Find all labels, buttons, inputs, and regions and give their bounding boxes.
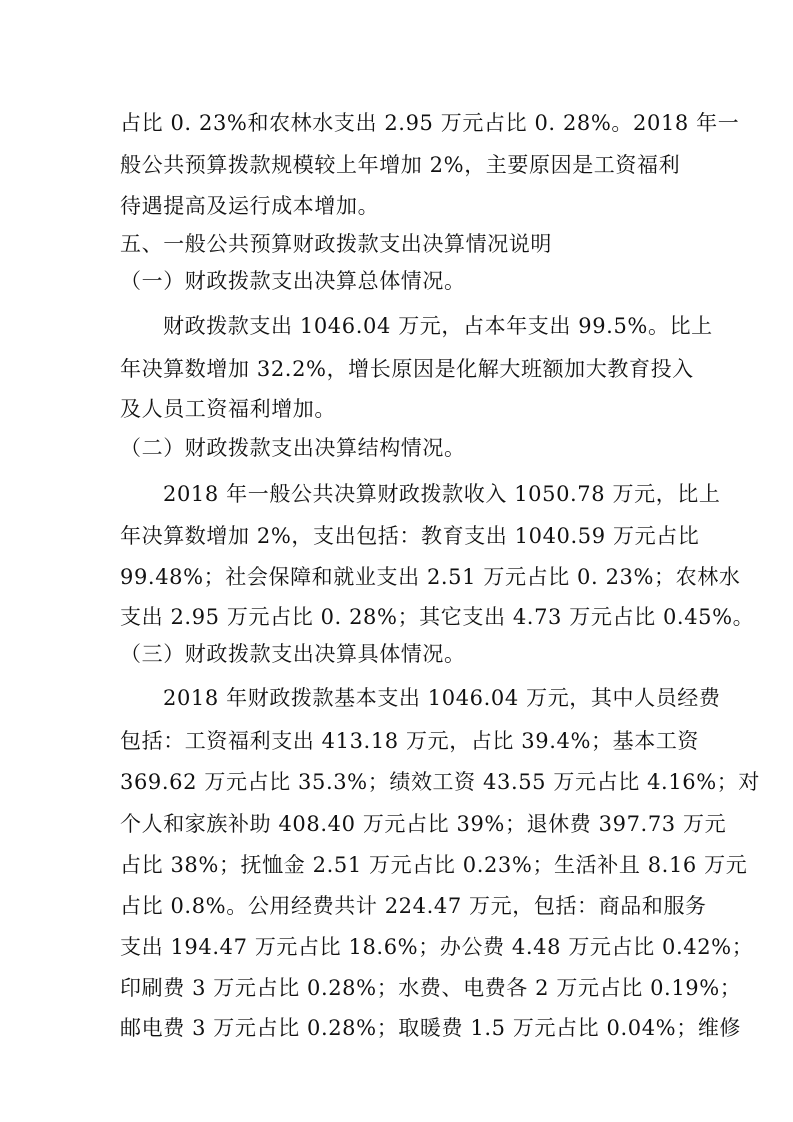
text-line: 占比 0.8%。公用经费共计 224.47 万元，包括：商品和服务 bbox=[120, 894, 707, 918]
text-line: 及人员工资福利增加。 bbox=[120, 397, 336, 421]
text-line: 支出 194.47 万元占比 18.6%；办公费 4.48 万元占比 0.42%； bbox=[120, 935, 754, 959]
text-line: 99.48%；社会保障和就业支出 2.51 万元占比 0. 23%；农林水 bbox=[120, 565, 741, 589]
text-line: 占比 38%；抚恤金 2.51 万元占比 0.23%；生活补且 8.16 万元 bbox=[120, 853, 748, 877]
text-line: 邮电费 3 万元占比 0.28%；取暖费 1.5 万元占比 0.04%；维修 bbox=[120, 1016, 742, 1040]
text-line: 般公共预算拨款规模较上年增加 2%，主要原因是工资福利 bbox=[120, 153, 681, 177]
text-line: 待遇提高及运行成本增加。 bbox=[120, 194, 380, 218]
text-line: 369.62 万元占比 35.3%；绩效工资 43.55 万元占比 4.16%；对 bbox=[120, 770, 760, 794]
section-heading: 五、一般公共预算财政拨款支出决算情况说明 bbox=[120, 232, 552, 256]
subsection-heading: （三）财政拨款支出决算具体情况。 bbox=[120, 642, 466, 666]
text-line: 财政拨款支出 1046.04 万元，占本年支出 99.5%。比上 bbox=[163, 314, 713, 338]
subsection-heading: （一）财政拨款支出决算总体情况。 bbox=[120, 269, 466, 293]
text-line: 年决算数增加 2%，支出包括：教育支出 1040.59 万元占比 bbox=[120, 524, 700, 548]
text-line: 包括：工资福利支出 413.18 万元，占比 39.4%；基本工资 bbox=[120, 729, 700, 753]
text-line: 个人和家族补助 408.40 万元占比 39%；退休费 397.73 万元 bbox=[120, 812, 727, 836]
text-line: 支出 2.95 万元占比 0. 28%；其它支出 4.73 万元占比 0.45%。 bbox=[120, 605, 755, 629]
text-line: 2018 年一般公共决算财政拨款收入 1050.78 万元，比上 bbox=[163, 482, 721, 506]
text-line: 年决算数增加 32.2%，增长原因是化解大班额加大教育投入 bbox=[120, 357, 694, 381]
text-line: 占比 0. 23%和农林水支出 2.95 万元占比 0. 28%。2018 年一 bbox=[120, 111, 740, 135]
text-line: 2018 年财政拨款基本支出 1046.04 万元，其中人员经费 bbox=[163, 686, 721, 710]
text-line: 印刷费 3 万元占比 0.28%；水费、电费各 2 万元占比 0.19%； bbox=[120, 976, 742, 1000]
subsection-heading: （二）财政拨款支出决算结构情况。 bbox=[120, 436, 466, 460]
